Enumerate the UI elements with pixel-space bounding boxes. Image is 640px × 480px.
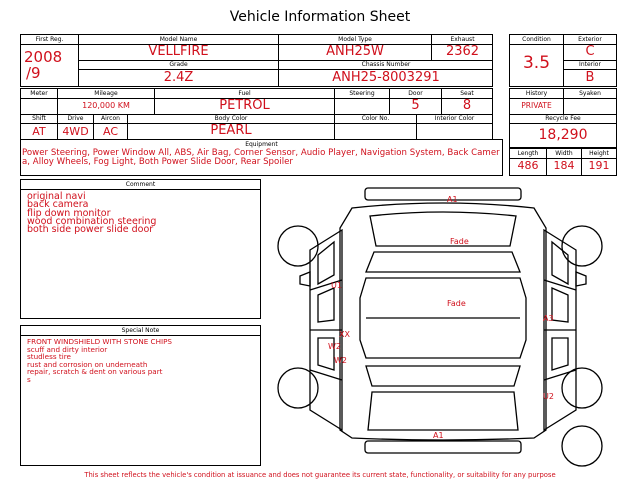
shift-label: Shift xyxy=(32,115,46,122)
chassis-label: Chassis Number xyxy=(361,61,411,68)
body-color-label: Body Color xyxy=(214,115,248,122)
height-label: Height xyxy=(589,150,609,157)
color-no-label: Color No. xyxy=(361,115,390,122)
special-note-line: FRONT WINDSHIELD WITH STONE CHIPS xyxy=(27,337,172,346)
first-reg-label: First Reg. xyxy=(35,36,64,43)
damage-mark-fade-mid: Fade xyxy=(447,299,466,308)
damage-mark-w2b: W2 xyxy=(334,356,347,365)
first-reg-cell xyxy=(21,35,78,86)
comment-line: wood combination steering xyxy=(27,215,157,227)
car-damage-diagram xyxy=(270,180,620,470)
damage-mark-u2: U2 xyxy=(543,392,554,401)
special-note-line: studless tire xyxy=(27,352,71,362)
special-note-line: repair, scratch & dent on various part xyxy=(27,367,163,377)
first-reg-year: 2008 xyxy=(24,48,63,66)
comment-line: original navi xyxy=(27,191,86,202)
history-block xyxy=(509,88,617,148)
model-name-cell xyxy=(79,35,278,60)
special-note-line: s xyxy=(27,374,31,384)
grade-cell xyxy=(79,60,278,86)
history-label: History xyxy=(525,90,548,97)
shift-value: AT xyxy=(32,125,46,138)
interior-color-label: Interior Color xyxy=(434,115,475,122)
steering-label: Steering xyxy=(349,90,375,97)
damage-mark-fade-top: Fade xyxy=(450,237,469,246)
comment-line: both side power slide door xyxy=(27,224,154,236)
dimensions-block xyxy=(509,148,617,176)
drive-label: Drive xyxy=(67,115,84,122)
chassis-value: ANH25-8003291 xyxy=(332,70,440,85)
exhaust-value: 2362 xyxy=(445,44,480,59)
mileage-value: 120,000 KM xyxy=(82,101,130,110)
comment-label: Comment xyxy=(125,181,156,188)
height-value: 191 xyxy=(588,159,610,172)
special-note-label: Special Note xyxy=(121,327,160,334)
body-color-value: PEARL xyxy=(210,123,252,138)
aircon-value: AC xyxy=(102,125,118,138)
first-reg-month: /9 xyxy=(26,64,41,82)
door-value: 5 xyxy=(411,98,420,113)
exhaust-cell xyxy=(432,35,493,60)
model-name-label: Model Name xyxy=(159,36,198,43)
interior-value: B xyxy=(585,70,595,85)
drive-value: 4WD xyxy=(62,125,89,138)
condition-block xyxy=(509,34,617,87)
exterior-value: C xyxy=(585,44,595,59)
condition-label: Condition xyxy=(522,36,551,43)
damage-mark-u1: U1 xyxy=(331,281,342,290)
length-label: Length xyxy=(517,150,539,157)
syaken-label: Syaken xyxy=(579,90,601,97)
aircon-label: Aircon xyxy=(101,115,120,122)
equipment-value: Power Steering, Power Window All, ABS, Air Bag, Corner Sensor, Audio Player, Navigation System, Back Camera, Alloy Wheels, Fog Light, Both Power Slide Door, Rear Spoiler xyxy=(22,148,500,168)
recycle-fee-label: Recycle Fee xyxy=(545,115,581,122)
seat-value: 8 xyxy=(462,98,472,113)
mileage-label: Mileage xyxy=(94,90,118,97)
damage-mark-a1-top: A1 xyxy=(447,195,458,204)
grade-value: 2.4Z xyxy=(163,70,194,85)
model-name-value: VELLFIRE xyxy=(148,44,209,59)
damage-mark-xx: XX xyxy=(339,330,350,339)
model-type-value: ANH25W xyxy=(326,44,384,59)
interior-label: Interior xyxy=(579,61,601,68)
comment-block xyxy=(20,179,261,319)
page-title: Vehicle Information Sheet xyxy=(229,9,411,25)
model-type-cell xyxy=(279,35,431,60)
damage-mark-a1-bottom: A1 xyxy=(433,431,444,440)
info-block xyxy=(20,34,493,87)
length-value: 486 xyxy=(517,159,539,172)
damage-mark-a3: A3 xyxy=(543,314,554,323)
condition-value: 3.5 xyxy=(522,53,551,73)
history-value: PRIVATE xyxy=(521,101,552,110)
comment-line: back camera xyxy=(27,199,89,211)
special-note-block xyxy=(20,325,261,466)
special-note-line: scuff and dirty interior xyxy=(27,344,108,354)
damage-mark-w2a: W2 xyxy=(328,342,341,351)
disclaimer: This sheet reflects the vehicle's condition at issuance and does not guarantee its current state, functionality, or suitability for any purpose xyxy=(84,471,556,479)
exterior-label: Exterior xyxy=(578,36,602,43)
fuel-value: PETROL xyxy=(219,98,270,113)
width-value: 184 xyxy=(553,159,575,172)
comment-line: flip down monitor xyxy=(27,207,111,219)
door-label: Door xyxy=(408,90,423,97)
equipment-label: Equipment xyxy=(245,141,278,148)
fuel-label: Fuel xyxy=(238,90,251,97)
special-note-line: rust and corrosion on underneath xyxy=(27,359,148,369)
chassis-cell xyxy=(279,60,493,86)
meter-label: Meter xyxy=(30,90,48,97)
exhaust-label: Exhaust xyxy=(450,36,475,43)
grade-label: Grade xyxy=(169,61,188,68)
width-label: Width xyxy=(555,150,573,157)
seat-label: Seat xyxy=(460,90,474,97)
recycle-fee-value: 18,290 xyxy=(538,127,588,143)
model-type-label: Model Type xyxy=(338,36,372,43)
